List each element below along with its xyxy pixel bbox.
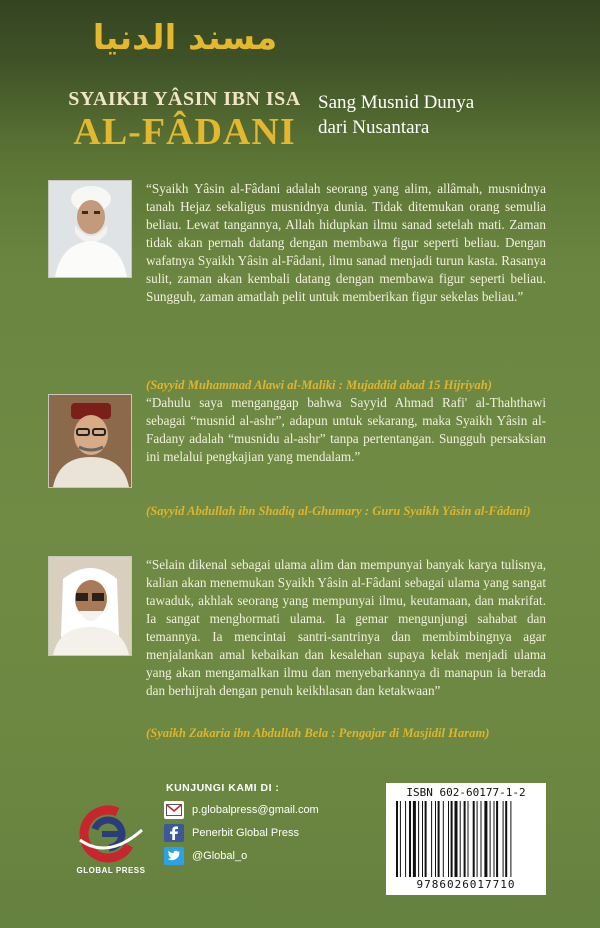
barcode-bar bbox=[409, 801, 411, 877]
testimonial-quote-3: “Selain dikenal sebagai ulama alim dan mempunyai banyak karya tulisnya, kalian akan menemukan Syaikh Yâsin al-Fâdani sebagai ulama yang sangat tawaduk, akhlak seorang yang mempunyai ilmu, keutamaan, dan makrifat. Ia sangat menghormati ulama. Ia gemar mengunjungi sahabat dan temannya. Ia mencintai santri-santrinya dan membimbingnya agar menjalankan amal kebaikan dan kesalehan supaya kelak menjadi ulama yang akan mengamalkan ilmu dan menyebarkannya di manapun ia berada dan berhijrah dengan penuh keikhlasan dan ketakwaan” bbox=[146, 557, 546, 698]
barcode-bar bbox=[494, 801, 495, 877]
book-subtitle bbox=[318, 90, 518, 140]
twitter-contact[interactable] bbox=[164, 845, 247, 867]
barcode-bar bbox=[448, 801, 449, 877]
barcode-bar bbox=[400, 801, 401, 877]
header bbox=[0, 0, 600, 160]
portrait-photo-2 bbox=[48, 394, 132, 488]
isbn-barcode bbox=[386, 783, 546, 895]
barcode-bar bbox=[477, 801, 478, 877]
author-name-line2: AL-FÂDANI bbox=[73, 111, 296, 153]
portrait-image-1 bbox=[49, 181, 131, 277]
testimonial-source-3: (Syaikh Zakaria ibn Abdullah Bela : Pengajar di Masjidil Haram) bbox=[146, 726, 490, 740]
global-press-logo-icon bbox=[72, 800, 150, 866]
barcode-number: 9786026017710 bbox=[416, 878, 516, 891]
barcode-bar bbox=[451, 801, 453, 877]
testimonial-quote-1: “Syaikh Yâsin al-Fâdani adalah seorang yang alim, allâmah, musnidnya tanah Hejaz sekaligus musnidnya dunia. Tidak ditemukan orang semulia beliau. Lewat tangannya, Allah hidupkan ilmu sanad setelah mati. Zaman tidak akan pernah datang dengan membawa figur seperti beliau. Dengan wafatnya Syaikh Yâsin al-Fâdani, ilmu sanad menjadi turun kasta. Rasanya sulit, zaman akan kembali datang dengan membawa figur seperti beliau. Sungguh, zaman amatlah pelit untuk memberikan figur sekelas beliau.” bbox=[146, 181, 546, 304]
arabic-title: مسند الدنيا bbox=[92, 18, 278, 58]
global-press-logo bbox=[72, 800, 150, 876]
barcode-bar bbox=[490, 801, 491, 877]
author-name-line1: SYAIKH YÂSIN IBN ISA bbox=[68, 88, 301, 110]
barcode-bar bbox=[496, 801, 498, 877]
facebook-icon bbox=[164, 824, 184, 842]
barcode-bar bbox=[438, 801, 440, 877]
barcode-bar bbox=[510, 801, 511, 877]
twitter-text: @Global_o bbox=[192, 850, 248, 862]
barcode-bar bbox=[460, 801, 461, 877]
barcode-bar bbox=[481, 801, 482, 877]
barcode-bar bbox=[422, 801, 423, 877]
testimonial-source-1: (Sayyid Muhammad Alawi al-Maliki : Mujaddid abad 15 Hijriyah) bbox=[146, 378, 492, 392]
barcode-bar bbox=[443, 801, 444, 877]
isbn-label: ISBN 602-60177-1-2 bbox=[406, 786, 526, 799]
subtitle-line2: dari Nusantara bbox=[318, 117, 430, 138]
visit-us-label: KUNJUNGI KAMI DI : bbox=[166, 782, 280, 794]
barcode-bar bbox=[505, 801, 507, 877]
barcode-bar bbox=[464, 801, 466, 877]
barcode-bar bbox=[484, 801, 487, 877]
barcode-bar bbox=[418, 801, 419, 877]
email-contact[interactable] bbox=[164, 799, 319, 821]
barcode-bar bbox=[503, 801, 504, 877]
barcode-bar bbox=[396, 801, 398, 877]
mail-icon bbox=[164, 801, 184, 819]
barcode-bar bbox=[413, 801, 416, 877]
testimonial-quote-2: “Dahulu saya menganggap bahwa Sayyid Ahmad Rafi' al-Thahthawi sebagai “musnid al-ashr”, adapun untuk sekarang, maka Syaikh Yâsin al-Fadany adalah “musnidu al-ashr” tanpa pertentangan. Sungguh persaksian ini melalui pengkajian yang mendalam.” bbox=[146, 395, 546, 464]
facebook-contact[interactable] bbox=[164, 822, 299, 844]
twitter-icon bbox=[164, 847, 184, 865]
barcode-bar bbox=[431, 801, 432, 877]
barcode-bars bbox=[394, 801, 538, 877]
testimonial-source-2: (Sayyid Abdullah ibn Shadiq al-Ghumary : Guru Syaikh Yâsin al-Fâdani) bbox=[146, 504, 531, 518]
barcode-bar bbox=[435, 801, 436, 877]
subtitle-line1: Sang Musnid Dunya bbox=[318, 92, 475, 113]
email-text: p.globalpress@gmail.com bbox=[192, 804, 319, 816]
barcode-bar bbox=[468, 801, 469, 877]
barcode-bar bbox=[473, 801, 475, 877]
barcode-bar bbox=[455, 801, 458, 877]
barcode-bar bbox=[405, 801, 406, 877]
barcode-bar bbox=[425, 801, 427, 877]
portrait-image-3 bbox=[49, 557, 131, 655]
portrait-photo-1 bbox=[48, 180, 132, 278]
facebook-text: Penerbit Global Press bbox=[192, 827, 299, 839]
logo-text: GLOBAL PRESS bbox=[76, 866, 146, 875]
portrait-image-2 bbox=[49, 395, 131, 487]
portrait-photo-3 bbox=[48, 556, 132, 656]
